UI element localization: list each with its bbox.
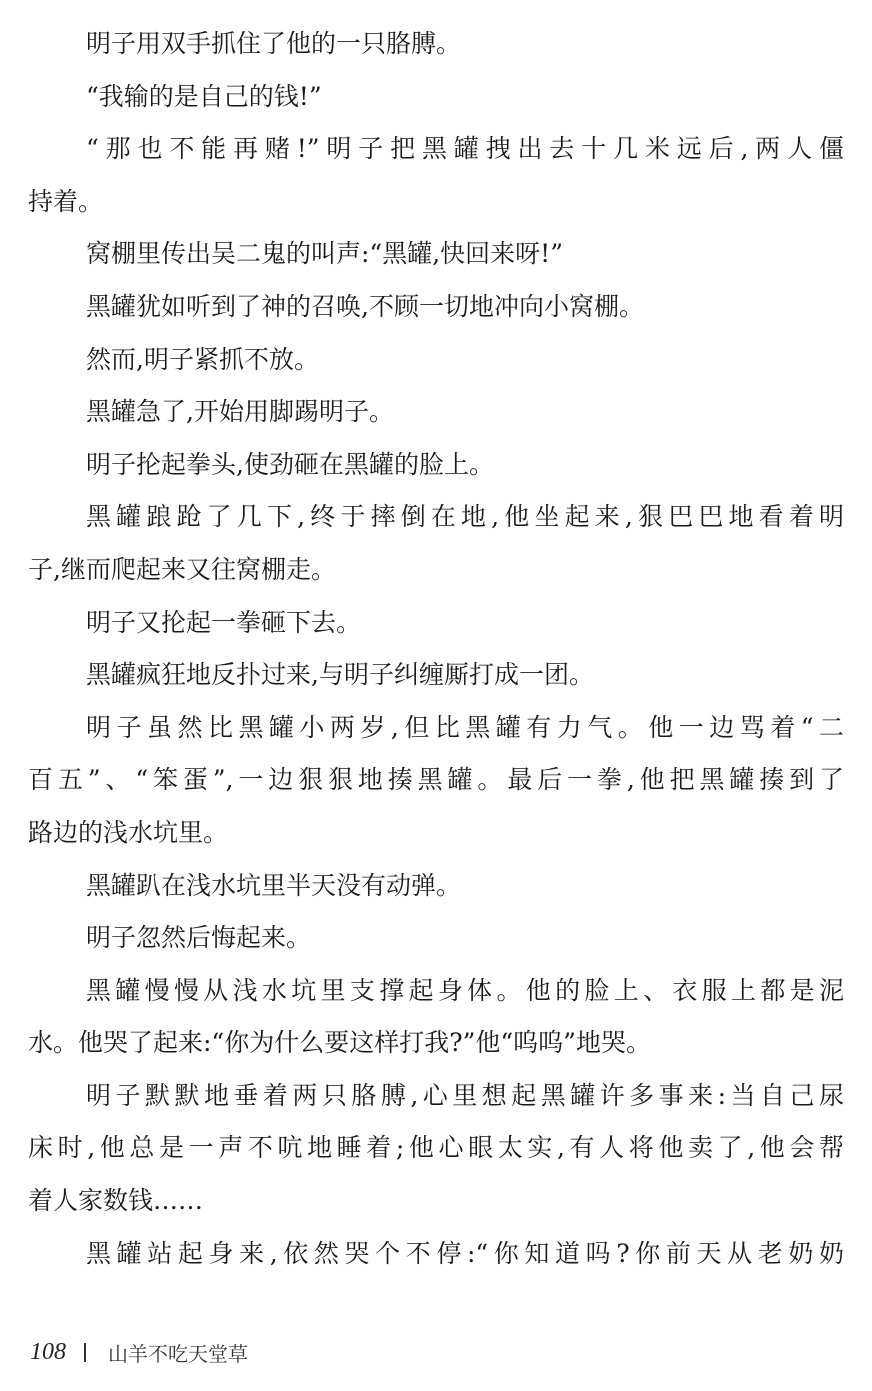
footer-divider — [84, 1343, 86, 1362]
text-line: 路边的浅水坑里。 — [28, 817, 229, 847]
text-line: 黑罐趴在浅水坑里半天没有动弹。 — [86, 870, 462, 900]
text-line: 明子抡起拳头,使劲砸在黑罐的脸上。 — [86, 449, 494, 479]
text-line: 明子用双手抓住了他的一只胳膊。 — [86, 29, 462, 58]
text-line: 黑罐站起身来,依然哭个不停:“你知道吗?你前天从老奶奶 — [86, 1238, 844, 1268]
text-line: 黑罐踉跄了几下,终于摔倒在地,他坐起来,狠巴巴地看着明 — [86, 502, 844, 532]
text-line: 明子虽然比黑罐小两岁,但比黑罐有力气。他一边骂着“二 — [86, 712, 844, 742]
text-line: 子,继而爬起来又往窝棚走。 — [28, 554, 336, 584]
page-number: 108 — [30, 1338, 66, 1365]
text-line: 明子又抡起一拳砸下去。 — [86, 607, 362, 637]
text-line: 床时,他总是一声不吭地睡着;他心眼太实,有人将他卖了,他会帮 — [28, 1133, 844, 1163]
text-line: 百五”、“笨蛋”,一边狠狠地揍黑罐。最后一拳,他把黑罐揍到了 — [28, 765, 844, 795]
text-line: 明子默默地垂着两只胳膊,心里想起黑罐许多事来:当自己尿 — [86, 1080, 844, 1110]
text-line: 黑罐慢慢从浅水坑里支撑起身体。他的脸上、衣服上都是泥 — [86, 975, 844, 1005]
text-line: “那也不能再赌!”明子把黑罐拽出去十几米远后,两人僵 — [86, 134, 844, 164]
text-line: 持着。 — [28, 186, 104, 216]
text-line: 黑罐疯狂地反扑过来,与明子纠缠厮打成一团。 — [86, 660, 594, 690]
text-line: “我输的是自己的钱!” — [86, 81, 322, 111]
text-line: 窝棚里传出吴二鬼的叫声:“黑罐,快回来呀!” — [86, 239, 563, 269]
text-line: 然而,明子紧抓不放。 — [86, 344, 319, 374]
text-line: 着人家数钱…… — [28, 1186, 204, 1216]
page-footer — [30, 1332, 248, 1372]
text-line: 水。他哭了起来:“你为什么要这样打我?”他“呜呜”地哭。 — [28, 1028, 651, 1058]
page-body — [28, 18, 844, 1280]
text-line: 黑罐急了,开始用脚踢明子。 — [86, 397, 394, 427]
text-line: 黑罐犹如听到了神的召唤,不顾一切地冲向小窝棚。 — [86, 291, 644, 321]
book-title: 山羊不吃天堂草 — [108, 1341, 248, 1366]
text-line: 明子忽然后悔起来。 — [86, 923, 312, 953]
